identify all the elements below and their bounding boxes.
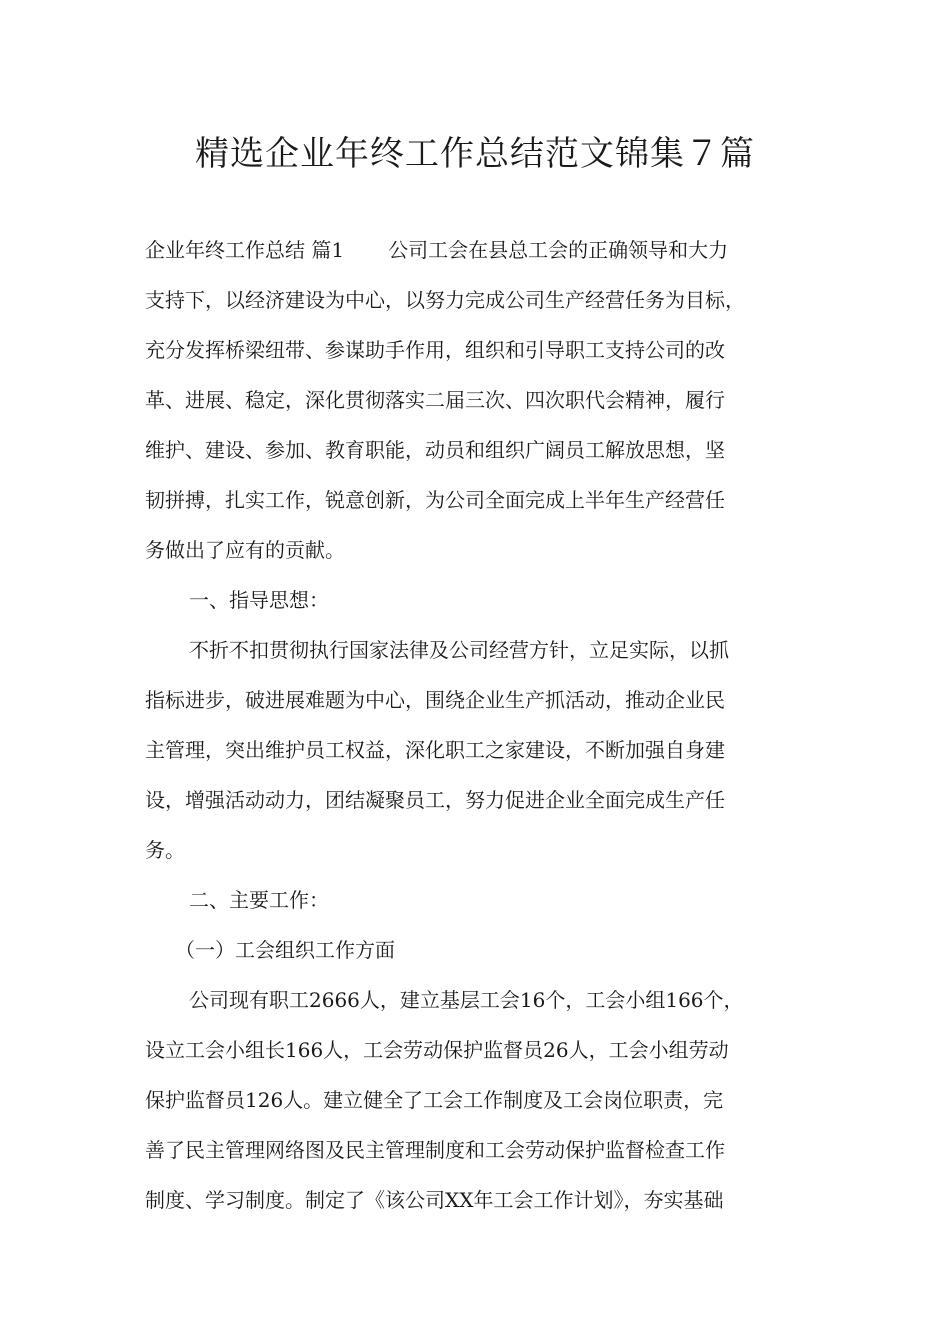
subsection-heading: （一）工会组织工作方面 <box>175 938 395 962</box>
paragraph-line: 主管理，突出维护员工权益，深化职工之家建设，不断加强自身建 <box>145 738 725 762</box>
paragraph-line: 务。 <box>145 838 185 862</box>
document-title: 精选企业年终工作总结范文锦集７篇 <box>195 134 755 174</box>
paragraph-line: 支持下，以经济建设为中心，以努力完成公司生产经营任务为目标， <box>145 288 745 312</box>
paragraph-line: 革、进展、稳定，深化贯彻落实二届三次、四次职代会精神，履行 <box>145 388 725 412</box>
paragraph-line: 设，增强活动动力，团结凝聚员工，努力促进企业全面完成生产任 <box>145 788 725 812</box>
paragraph-line: 指标进步，破进展难题为中心，围绕企业生产抓活动，推动企业民 <box>145 688 725 712</box>
paragraph-line: 维护、建设、参加、教育职能，动员和组织广阔员工解放思想，坚 <box>145 438 725 462</box>
paragraph-line: 制度、学习制度。制定了《该公司XX年工会工作计划》，夯实基础 <box>145 1188 724 1212</box>
paragraph-line: 不折不扣贯彻执行国家法律及公司经营方针，立足实际，以抓 <box>189 638 729 662</box>
paragraph-line: 设立工会小组长166人，工会劳动保护监督员26人，工会小组劳动 <box>145 1038 729 1062</box>
section-heading: 一、指导思想： <box>189 588 329 612</box>
paragraph-line: 公司现有职工2666人，建立基层工会16个，工会小组166个， <box>189 988 744 1012</box>
paragraph-line: 善了民主管理网络图及民主管理制度和工会劳动保护监督检查工作 <box>145 1138 725 1162</box>
paragraph-text: 公司工会在县总工会的正确领导和大力 <box>388 238 729 262</box>
section-heading: 企业年终工作总结 篇1 <box>145 238 345 262</box>
paragraph-line: 充分发挥桥梁纽带、参谋助手作用，组织和引导职工支持公司的改 <box>145 338 725 362</box>
section-heading: 二、主要工作： <box>189 888 329 912</box>
paragraph-line: 保护监督员126人。建立健全了工会工作制度及工会岗位职责，完 <box>145 1088 724 1112</box>
paragraph-line: 韧拼搏，扎实工作，锐意创新，为公司全面完成上半年生产经营任 <box>145 488 725 512</box>
paragraph-line: 务做出了应有的贡献。 <box>145 538 345 562</box>
paragraph-line <box>145 225 835 275</box>
document-body <box>145 225 835 1225</box>
